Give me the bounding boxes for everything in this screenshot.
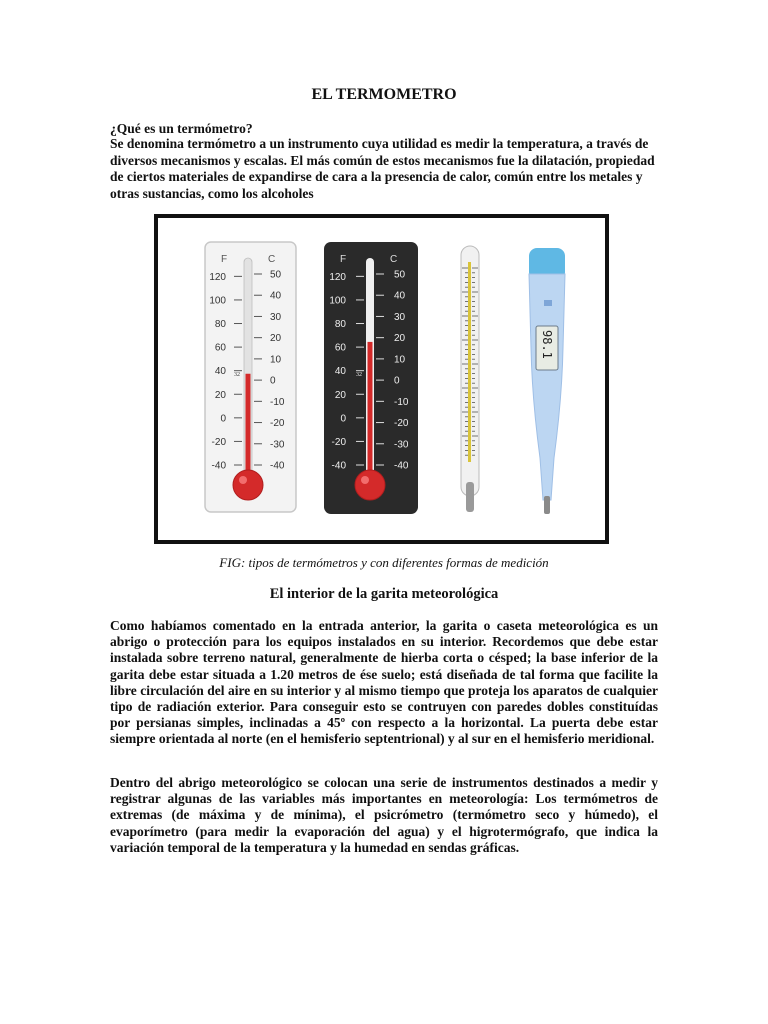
light-celsius-label: 0 xyxy=(270,375,276,387)
dark-unit-right: C xyxy=(390,254,398,265)
light-fahrenheit-label: 80 xyxy=(214,319,226,331)
dark-celsius-label: -20 xyxy=(394,418,409,430)
digital-thermometer xyxy=(529,248,565,514)
dark-freezing-label: 32 xyxy=(356,372,362,379)
light-unit-right: C xyxy=(268,254,276,265)
dark-celsius-label: 0 xyxy=(394,375,400,387)
dark-fahrenheit-label: 0 xyxy=(340,413,346,425)
light-fahrenheit-label: 120 xyxy=(209,271,226,283)
light-thermometer xyxy=(205,242,296,512)
dark-fahrenheit-label: -20 xyxy=(331,436,346,448)
light-unit-left: F xyxy=(221,254,228,265)
light-celsius-label: -40 xyxy=(270,460,285,472)
light-celsius-label: -30 xyxy=(270,439,285,451)
dark-celsius-label: 30 xyxy=(394,311,406,323)
light-freezing-label: 32 xyxy=(234,372,240,379)
dark-fahrenheit-label: 120 xyxy=(329,271,346,283)
intro-paragraph: Se denomina termómetro a un instrumento cuya utilidad es medir la temperatura, a través de diversos mecanismos y escalas. El más común de estos mecanismos fue la dilatación, propiedad de ciertos materiales de expandirse de cara a la presencia de calor, común entre los metales y otras sustancias, como los alcoholes xyxy=(110,136,655,201)
dark-unit-left: F xyxy=(340,254,347,265)
dark-celsius-label: 50 xyxy=(394,269,406,281)
dark-fahrenheit-label: 80 xyxy=(334,319,346,331)
light-celsius-label: -20 xyxy=(270,418,285,430)
light-celsius-label: 50 xyxy=(270,269,282,281)
document-title: EL TERMOMETRO xyxy=(311,86,457,103)
light-celsius-label: -10 xyxy=(270,396,285,408)
section-heading: El interior de la garita meteorológica xyxy=(269,586,499,602)
dark-celsius-label: 10 xyxy=(394,354,406,366)
intro-heading: ¿Qué es un termómetro? xyxy=(110,121,253,136)
dark-thermometer xyxy=(324,242,418,514)
light-fahrenheit-label: 60 xyxy=(214,342,226,354)
light-fahrenheit-label: 100 xyxy=(209,295,226,307)
light-fahrenheit-label: 40 xyxy=(214,366,226,378)
light-celsius-label: 40 xyxy=(270,290,282,302)
dark-fahrenheit-label: -40 xyxy=(331,460,346,472)
dark-celsius-label: -40 xyxy=(394,460,409,472)
dark-fahrenheit-label: 100 xyxy=(329,295,346,307)
light-fahrenheit-label: -40 xyxy=(211,460,226,472)
dark-fahrenheit-label: 40 xyxy=(334,366,346,378)
figure-caption: FIG: tipos de termómetros y con diferentes formas de medición xyxy=(219,555,549,570)
dark-celsius-label: 20 xyxy=(394,333,406,345)
dark-celsius-label: 40 xyxy=(394,290,406,302)
paragraph-garita: Como habíamos comentado en la entrada anterior, la garita o caseta meteorológica es un abrigo o protección para los equipos instalados en su interior. Recordemos que debe estar instalada sobre terreno natural, generalmente de hierba corta o césped; la base inferior de la garita debe estar situada a 1.20 metros de ése suelo; está diseñada de tal forma que facilite la libre circulación del aire en su interior y al mismo tiempo que proteja los aparatos de cualquier tipo de radiación exterior. Para conseguir esto se contruyen con paredes dobles constituídas por persianas simples, inclinadas a 45º con respecto a la horizontal. La puerta debe estar siempre orientada al norte (en el hemisferio septentrional) y al sur en el hemisferio meridional. xyxy=(110,618,658,747)
dark-fahrenheit-label: 60 xyxy=(334,342,346,354)
dark-fahrenheit-label: 20 xyxy=(334,389,346,401)
light-fahrenheit-label: -20 xyxy=(211,436,226,448)
light-celsius-label: 20 xyxy=(270,333,282,345)
glass-thermometer xyxy=(461,246,479,512)
light-fahrenheit-label: 20 xyxy=(214,389,226,401)
thermometer-illustration xyxy=(158,218,605,540)
light-bulb xyxy=(233,470,263,500)
light-celsius-label: 30 xyxy=(270,311,282,323)
dark-celsius-label: -30 xyxy=(394,439,409,451)
dark-celsius-label: -10 xyxy=(394,396,409,408)
dark-mercury-column xyxy=(368,342,373,488)
light-fahrenheit-label: 0 xyxy=(220,413,226,425)
paragraph-instrumentos: Dentro del abrigo meteorológico se colocan una serie de instrumentos destinados a medir y registrar algunas de las variables más importantes en meteorología: Los termómetros de extremas (de máxima y de mínima), el psicrómetro (termómetro seco y húmedo), el evaporímetro (para medir la evaporación del agua) y el higrotermógrafo, que indica la variación temporal de la temperatura y la humedad en sendas gráficas. xyxy=(110,775,658,855)
thermometer-figure xyxy=(154,214,609,544)
light-celsius-label: 10 xyxy=(270,354,282,366)
dark-bulb xyxy=(355,470,385,500)
digital-readout: 98.1 xyxy=(540,330,554,359)
